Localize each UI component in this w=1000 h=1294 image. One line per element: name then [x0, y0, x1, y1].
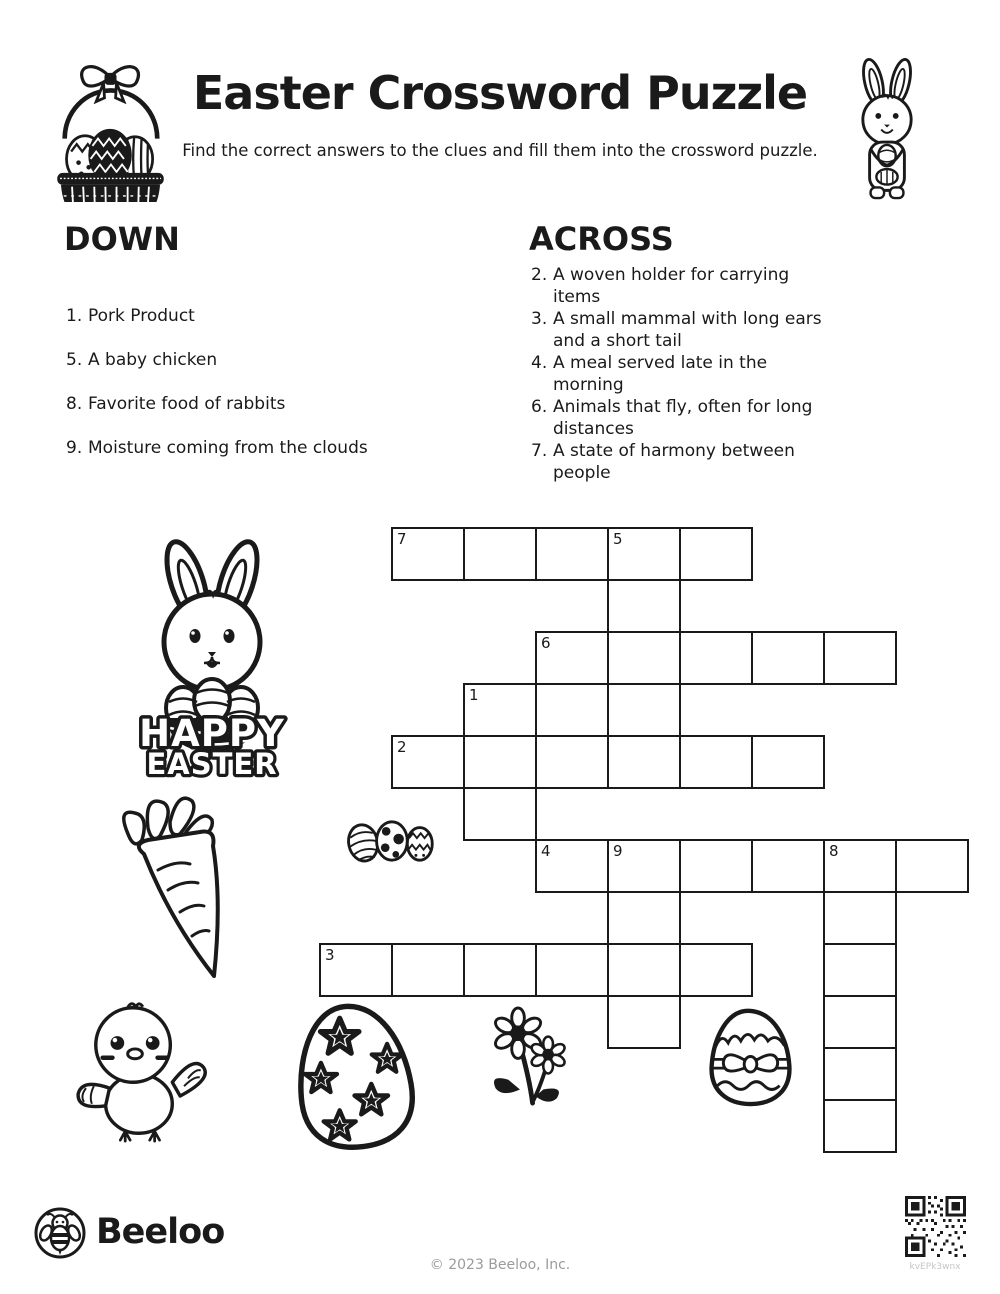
flower-icon — [487, 1004, 584, 1108]
crossword-cell[interactable] — [463, 787, 537, 841]
crossword-cell[interactable] — [535, 839, 609, 893]
crossword-cell[interactable] — [607, 891, 681, 945]
crossword-cell[interactable] — [607, 995, 681, 1049]
crossword-cell[interactable] — [679, 631, 753, 685]
clue-text: A small mammal with long ears and a short tail — [553, 309, 822, 351]
page-title: Easter Crossword Puzzle — [192, 66, 808, 120]
crossword-cell[interactable] — [319, 943, 393, 997]
clue-text: A meal served late in the morning — [553, 353, 768, 395]
easter-eggs-icon — [342, 812, 438, 868]
cell-number: 1 — [469, 686, 479, 704]
crossword-cell[interactable] — [463, 943, 537, 997]
clue-number: 5. — [66, 350, 83, 370]
clue-text: A woven holder for carrying items — [553, 265, 790, 307]
qr-code — [905, 1196, 966, 1257]
cell-number: 5 — [613, 530, 623, 548]
crossword-cell[interactable] — [823, 1047, 897, 1101]
crossword-cell[interactable] — [535, 631, 609, 685]
crossword-cell[interactable] — [679, 527, 753, 581]
crossword-cell[interactable] — [679, 735, 753, 789]
clue-number: 3. — [531, 309, 548, 329]
bow-egg-icon — [702, 1006, 799, 1107]
crossword-cell[interactable] — [607, 683, 681, 737]
clue-number: 6. — [531, 397, 548, 417]
crossword-cell[interactable] — [391, 943, 465, 997]
crossword-cell[interactable] — [463, 735, 537, 789]
cell-number: 2 — [397, 738, 407, 756]
clue-number: 8. — [66, 394, 83, 414]
cell-number: 8 — [829, 842, 839, 860]
crossword-cell[interactable] — [607, 631, 681, 685]
brand-name: Beeloo — [96, 1212, 225, 1252]
crossword-cell[interactable] — [679, 943, 753, 997]
cell-number: 7 — [397, 530, 407, 548]
clue-text: Animals that fly, often for long distances — [553, 397, 813, 439]
chick-icon — [62, 994, 210, 1146]
crossword-cell[interactable] — [607, 839, 681, 893]
crossword-cell[interactable] — [823, 839, 897, 893]
crossword-cell[interactable] — [751, 631, 825, 685]
crossword-cell[interactable] — [463, 683, 537, 737]
cell-number: 3 — [325, 946, 335, 964]
crossword-cell[interactable] — [607, 735, 681, 789]
copyright-text: © 2023 Beeloo, Inc. — [429, 1257, 571, 1273]
crossword-cell[interactable] — [823, 631, 897, 685]
clue-text: A baby chicken — [88, 350, 218, 370]
carrot-icon — [100, 790, 245, 988]
clue-number: 9. — [66, 438, 83, 458]
crossword-cell[interactable] — [391, 735, 465, 789]
down-heading: DOWN — [64, 220, 180, 258]
crossword-cell[interactable] — [535, 943, 609, 997]
clue-number: 7. — [531, 441, 548, 461]
crossword-cell[interactable] — [607, 943, 681, 997]
crossword-cell[interactable] — [607, 579, 681, 633]
beeloo-logo-icon — [33, 1206, 87, 1260]
clue-text: Moisture coming from the clouds — [88, 438, 368, 458]
crossword-cell[interactable] — [751, 839, 825, 893]
crossword-cell[interactable] — [535, 683, 609, 737]
crossword-cell[interactable] — [823, 995, 897, 1049]
clue-text: A state of harmony between people — [553, 441, 795, 483]
crossword-cell[interactable] — [751, 735, 825, 789]
across-heading: ACROSS — [529, 220, 674, 258]
crossword-cell[interactable] — [895, 839, 969, 893]
crossword-cell[interactable] — [607, 527, 681, 581]
crossword-cell[interactable] — [679, 839, 753, 893]
crossword-cell[interactable] — [463, 527, 537, 581]
qr-code-label: kvEPk3wnx — [909, 1262, 961, 1272]
happy-text: HAPPY — [139, 712, 285, 755]
clue-number: 2. — [531, 265, 548, 285]
crossword-cell[interactable] — [535, 735, 609, 789]
crossword-cell[interactable] — [391, 527, 465, 581]
star-egg-icon — [288, 998, 422, 1154]
crossword-cell[interactable] — [823, 891, 897, 945]
cell-number: 9 — [613, 842, 623, 860]
easter-text: EASTER — [146, 747, 278, 778]
crossword-cell[interactable] — [535, 527, 609, 581]
crossword-cell[interactable] — [823, 943, 897, 997]
page-subtitle: Find the correct answers to the clues and fill them into the crossword puzzle. — [182, 141, 818, 160]
cell-number: 4 — [541, 842, 551, 860]
cell-number: 6 — [541, 634, 551, 652]
happy-easter-bunny-graphic — [115, 530, 310, 778]
clue-text: Pork Product — [88, 306, 195, 326]
clue-text: Favorite food of rabbits — [88, 394, 286, 414]
clue-number: 4. — [531, 353, 548, 373]
clue-number: 1. — [66, 306, 83, 326]
crossword-cell[interactable] — [823, 1099, 897, 1153]
